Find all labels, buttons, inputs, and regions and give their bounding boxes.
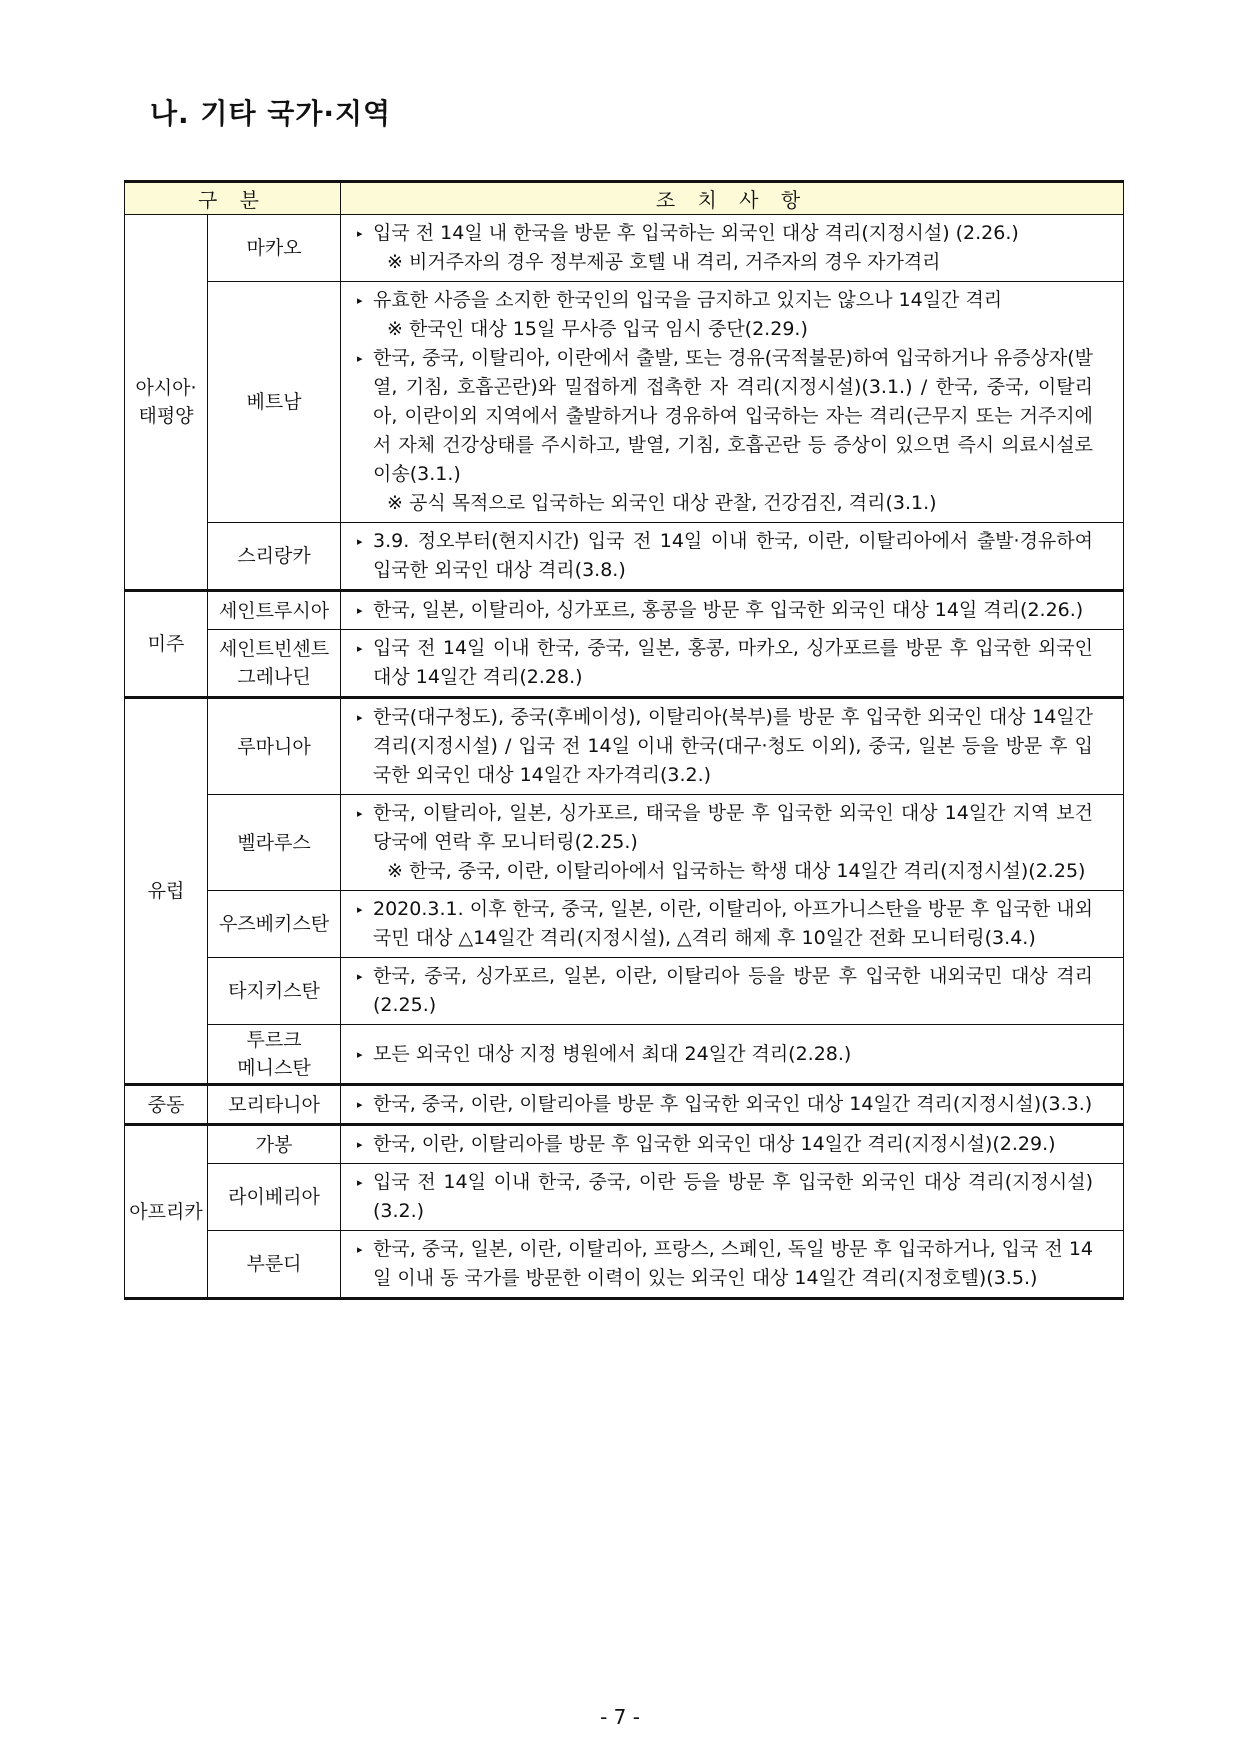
measure-item <box>357 895 1093 953</box>
country-cell: 마카오 <box>208 215 341 282</box>
measure-item <box>357 703 1093 790</box>
measure-cell <box>341 1085 1124 1125</box>
measure-cell <box>341 891 1124 958</box>
measure-cell <box>341 1125 1124 1164</box>
measure-text: 한국, 이탈리아, 일본, 싱가포르, 태국을 방문 후 입국한 외국인 대상 14일간 지역 보건당국에 연락 후 모니터링(2.25.) <box>373 802 1093 853</box>
region-cell: 중동 <box>125 1085 208 1125</box>
measure-item <box>357 527 1093 585</box>
measure-text: 한국, 중국, 이란, 이탈리아를 방문 후 입국한 외국인 대상 14일간 격리(지정시설)(3.3.) <box>373 1093 1093 1115</box>
measure-item <box>357 634 1093 692</box>
measure-item <box>357 1130 1093 1159</box>
page-number: - 7 - <box>600 1705 640 1729</box>
table-row <box>125 1125 1124 1164</box>
bullet-icon: ▸ <box>357 1243 363 1256</box>
measure-item <box>357 799 1093 857</box>
measure-cell <box>341 795 1124 891</box>
section-title: 나. 기타 국가·지역 <box>150 97 392 130</box>
measure-cell <box>341 1025 1124 1085</box>
table-header-row <box>125 182 1124 215</box>
region-cell: 아프리카 <box>125 1125 208 1299</box>
table-row <box>125 1231 1124 1299</box>
region-cell: 유럽 <box>125 698 208 1085</box>
measure-text: 2020.3.1. 이후 한국, 중국, 일본, 이란, 이탈리아, 아프가니스탄을 방문 후 입국한 내외국민 대상 △14일간 격리(지정시설), △격리 해제 후 10일간 전화 모니터링(3.4.) <box>373 898 1093 949</box>
country-cell: 우즈베키스탄 <box>208 891 341 958</box>
measure-text: 한국, 중국, 일본, 이란, 이탈리아, 프랑스, 스페인, 독일 방문 후 입국하거나, 입국 전 14일 이내 동 국가를 방문한 이력이 있는 외국인 대상 14일간 격리(지정호텔)(3.5.) <box>373 1238 1093 1289</box>
country-cell: 라이베리아 <box>208 1164 341 1231</box>
measure-note: ※ 비거주자의 경우 정부제공 호텔 내 격리, 거주자의 경우 자가격리 <box>387 251 941 273</box>
country-cell: 부룬디 <box>208 1231 341 1299</box>
table-row <box>125 1164 1124 1231</box>
bullet-icon: ▸ <box>357 1138 363 1151</box>
table-row <box>125 698 1124 795</box>
bullet-icon: ▸ <box>357 711 363 724</box>
country-cell: 스리랑카 <box>208 523 341 591</box>
measure-item <box>357 1235 1093 1293</box>
table-row <box>125 215 1124 282</box>
measure-text: 한국, 일본, 이탈리아, 싱가포르, 홍콩을 방문 후 입국한 외국인 대상 14일 격리(2.26.) <box>373 599 1084 621</box>
table-row <box>125 282 1124 523</box>
measure-cell <box>341 215 1124 282</box>
measure-item <box>357 1090 1093 1119</box>
table-row <box>125 591 1124 630</box>
table-body <box>125 215 1124 1299</box>
measure-cell <box>341 591 1124 630</box>
table-row <box>125 1025 1124 1085</box>
measure-cell <box>341 698 1124 795</box>
measure-item <box>357 344 1093 489</box>
table-row <box>125 795 1124 891</box>
measure-item <box>357 1040 1093 1069</box>
header-category: 구 분 <box>125 182 341 215</box>
measure-text: 유효한 사증을 소지한 한국인의 입국을 금지하고 있지는 않으나 14일간 격리 <box>373 289 1003 311</box>
measure-text: 입국 전 14일 이내 한국, 중국, 일본, 홍콩, 마카오, 싱가포르를 방문 후 입국한 외국인 대상 14일간 격리(2.28.) <box>373 637 1093 688</box>
country-cell: 타지키스탄 <box>208 958 341 1025</box>
measure-cell <box>341 523 1124 591</box>
country-cell: 투르크 메니스탄 <box>208 1025 341 1085</box>
measure-text: 입국 전 14일 내 한국을 방문 후 입국하는 외국인 대상 격리(지정시설) (2.26.) <box>373 222 1019 244</box>
country-cell: 루마니아 <box>208 698 341 795</box>
table-row <box>125 891 1124 958</box>
measure-cell <box>341 1164 1124 1231</box>
bullet-icon: ▸ <box>357 1047 363 1061</box>
measure-text: 한국(대구청도), 중국(후베이성), 이탈리아(북부)를 방문 후 입국한 외국인 대상 14일간 격리(지정시설) / 입국 전 14일 이내 한국(대구·청도 이외), 중국, 일본 등을 방문 후 입국한 외국인 대상 14일간 자가격리(3.2.) <box>373 706 1093 786</box>
measure-note: ※ 한국인 대상 15일 무사증 입국 임시 중단(2.29.) <box>387 318 808 340</box>
bullet-icon: ▸ <box>357 642 363 655</box>
measure-item <box>357 596 1093 625</box>
bullet-icon: ▸ <box>357 1176 363 1189</box>
measure-cell <box>341 630 1124 698</box>
country-cell: 세인트루시아 <box>208 591 341 630</box>
table-row <box>125 1085 1124 1125</box>
bullet-icon: ▸ <box>357 903 363 916</box>
measure-text: 한국, 이란, 이탈리아를 방문 후 입국한 외국인 대상 14일간 격리(지정시설)(2.29.) <box>373 1133 1056 1155</box>
table-row <box>125 630 1124 698</box>
bullet-icon: ▸ <box>357 294 363 307</box>
country-cell: 세인트빈센트 그레나딘 <box>208 630 341 698</box>
measure-text: 한국, 중국, 이탈리아, 이란에서 출발, 또는 경유(국적불문)하여 입국하거나 유증상자(발열, 기침, 호흡곤란)와 밀접하게 접촉한 자 격리(지정시설)(3.1.) / 한국, 중국, 이탈리아, 이란이외 지역에서 출발하거나 경유하여 입국하는 자는 격리(근무지 또는 거주지에서 자체 건강상태를 주시하고, 발열, 기침, 호흡곤란 등 증상이 있으면 즉시 의료시설로 이송(3.1.) <box>373 347 1093 485</box>
measure-item <box>357 219 1093 248</box>
measure-item <box>357 286 1093 315</box>
region-cell: 아시아· 태평양 <box>125 215 208 591</box>
measure-note: ※ 한국, 중국, 이란, 이탈리아에서 입국하는 학생 대상 14일간 격리(지정시설)(2.25) <box>387 860 1086 882</box>
measure-cell <box>341 282 1124 523</box>
measure-note: ※ 공식 목적으로 입국하는 외국인 대상 관찰, 건강검진, 격리(3.1.) <box>387 492 937 514</box>
measure-cell <box>341 1231 1124 1299</box>
measure-item <box>357 1168 1093 1226</box>
bullet-icon: ▸ <box>357 970 363 983</box>
measure-text: 한국, 중국, 싱가포르, 일본, 이란, 이탈리아 등을 방문 후 입국한 내외국민 대상 격리(2.25.) <box>373 965 1093 1016</box>
bullet-icon: ▸ <box>357 1098 363 1111</box>
measure-cell <box>341 958 1124 1025</box>
country-cell: 벨라루스 <box>208 795 341 891</box>
region-cell: 미주 <box>125 591 208 698</box>
table-row <box>125 523 1124 591</box>
table-row <box>125 958 1124 1025</box>
measure-text: 입국 전 14일 이내 한국, 중국, 이란 등을 방문 후 입국한 외국인 대상 격리(지정시설)(3.2.) <box>373 1171 1093 1222</box>
country-cell: 가봉 <box>208 1125 341 1164</box>
country-cell: 베트남 <box>208 282 341 523</box>
measure-text: 모든 외국인 대상 지정 병원에서 최대 24일간 격리(2.28.) <box>373 1042 852 1065</box>
bullet-icon: ▸ <box>357 227 363 240</box>
country-cell: 모리타니아 <box>208 1085 341 1125</box>
measure-item <box>357 962 1093 1020</box>
bullet-icon: ▸ <box>357 604 363 617</box>
bullet-icon: ▸ <box>357 807 363 820</box>
header-measures: 조 치 사 항 <box>341 182 1124 215</box>
bullet-icon: ▸ <box>357 352 363 365</box>
measure-text: 3.9. 정오부터(현지시간) 입국 전 14일 이내 한국, 이란, 이탈리아에서 출발·경유하여 입국한 외국인 대상 격리(3.8.) <box>373 530 1093 581</box>
bullet-icon: ▸ <box>357 535 363 548</box>
measures-table <box>124 180 1124 1300</box>
